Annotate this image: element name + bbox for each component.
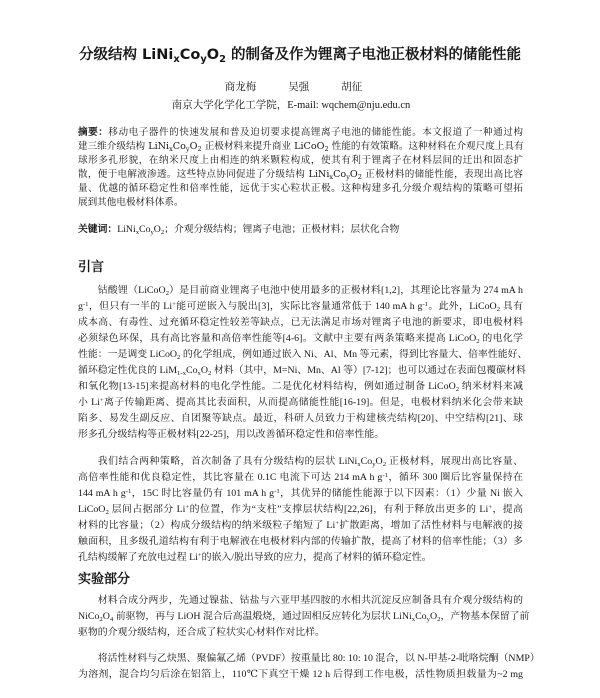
section-heading-experimental: 实验部分 [78,572,131,587]
text-run: 循环稳定性优良的 LiM [78,365,178,376]
text-run: Co [139,224,151,235]
text-run: 将活性材料与乙炔黑、聚偏氟乙烯（PVDF）按重量比 80: 10: 10 混合，以 N-甲基-2-吡咯烷酮（NMP） [97,653,540,664]
text-line [78,651,540,667]
superscript: + [488,503,492,511]
subscript: 2 [324,144,329,153]
abstract [78,126,523,210]
text-run: ，提高 [492,504,523,515]
text-line [78,299,523,315]
text-run: 具有 [500,301,523,312]
text-run: 的位置，作为“支柱”支撑层状结构[22,26]，有利于释放出更多的 Li [189,504,489,515]
superscript: + [197,551,202,559]
subscript: 2 [357,172,362,181]
affiliation: 南京大学化学化工学院，E-mail: wqchem@nju.edu.cn [171,100,411,111]
text-run: Co [415,611,427,622]
text-run: 小 Li [78,397,100,408]
text-line [78,379,523,395]
subscript: y [346,172,350,181]
text-run: 必须绿色环保，具有高比容量和高倍率性能等[4-6]。文献中主要有两条策略来提高 LiCoO [78,333,477,344]
text-run: ，循环 300 圈后比容量保持在 [387,472,523,483]
text-run: 。此外，LiCoO [428,301,497,312]
subscript: 2 [219,53,226,65]
text-run: 材料合成分两步，先通过镍盐、钴盐与六亚甲基四胺的水相共沉淀反应制备具有介观分级结构的 [97,595,523,606]
section-heading-introduction: 引言 [78,260,105,275]
text-line [78,283,523,299]
subscript: 2 [208,369,212,377]
subscript: 2 [177,353,181,361]
subscript: 4 [109,615,114,623]
subscript: y [185,144,190,153]
text-run: Co [186,365,198,376]
superscript: -1 [125,487,132,495]
subscript: x [357,460,361,468]
subscript: y [150,228,154,236]
text-run: 材料的比容量；（2）构成分级结构的纳米级粒子缩短了 Li [78,520,336,531]
text-run: 正极材料来提升商业 LiCoO [201,141,325,152]
subscript: 2 [496,305,501,313]
subscript: 2 [476,337,480,345]
subscript: 2 [437,615,441,623]
text-run: O [375,456,383,467]
text-run: 144 mA h g [78,488,126,499]
subscript: 1-x [177,369,186,377]
text-run: 正极材料，展现出高比容量、 [386,456,523,467]
text-line [78,182,523,196]
text-line [78,140,523,154]
text-run: NiCo [78,611,100,622]
superscript: -1 [382,471,388,479]
author-name: 吴强 [288,81,310,93]
text-run: 高倍率性能和优良稳定性，其比容量在 0.1C 电流下可达 214 mA h g [78,472,383,483]
text-run: 的电化学 [479,333,523,344]
text-run: 我们结合两种策略，首次制备了具有分级结构的层状 LiNi [97,456,358,467]
text-run: 形多孔分级结构等正极材料[22-25]，用以改善循环稳定性和倍率性能。 [78,429,385,440]
paragraph [78,454,523,566]
superscript: + [335,519,340,527]
text-run: Co [360,456,373,467]
text-run: O [189,141,198,152]
text-line [78,154,523,168]
text-line [78,534,523,550]
text-line [78,196,523,210]
subscript: 2 [382,460,387,468]
subscript: x [173,53,180,65]
text-run: 孔结构缓解了充放电过程 Li [78,552,198,563]
text-run: ，15C 时比容量仍有 101 mA h g [131,488,275,499]
text-run: 触面积，且多级孔道结构有利于电解液在电极材料内部的传输扩散，提高了材料的倍率性能；（3）多 [78,536,523,547]
text-line [78,609,530,625]
text-run: O [429,611,438,622]
subscript: x [411,615,416,623]
text-run: 陷多、易发生副反应、自团聚等缺点。最近，科研人员致力于构建核壳结构[20]、中空结构[21]、球 [78,413,523,424]
bold-label: 关键词： [78,224,118,235]
paragraph [78,283,528,443]
text-run: 驱物的介观分级结构，还合成了粒状实心材料作对比样。 [78,627,325,638]
text-run: 和氧化物[13-15]来提高材料的电化学性能。二是优化材料结构，例如通过制备 LiCoO [78,381,456,392]
text-run: ）是目前商业锂离子电池中使用最多的正极材料[1,2]，其理论比容量为 274 mA h [168,285,523,296]
text-run: 建三维介级结构 LiNi [78,141,170,152]
subscript: y [372,460,376,468]
text-line [78,395,523,411]
text-line [78,593,523,609]
text-run: O [200,365,209,376]
text-run: 正极材料的储能性能，表现出高比容 [361,169,523,180]
text-run: 成本高、有毒性、过充循环稳定性较差等缺点，已无法满足市场对锂离子电池的新要求，即电极材料 [78,317,523,328]
superscript: + [185,503,190,511]
text-line [78,126,523,140]
text-line [78,667,523,683]
text-line [78,331,523,347]
text-run: ，其优异的储能性能源于以下因素：（1）少量 Ni 嵌入 [279,488,523,499]
text-line [78,411,523,427]
paper-title [0,45,600,65]
text-line [78,625,523,641]
subscript: 2 [99,615,103,623]
superscript: + [172,300,176,308]
bold-label: 摘要： [78,127,109,138]
subscript: 2 [165,289,169,297]
subscript: x [329,172,334,181]
paragraph [78,593,530,641]
text-run: Co [172,141,186,152]
text-run: ，产物基本保留了前 [440,611,530,622]
text-run: LiNi [117,224,136,235]
text-run: 移动电子器件的快速发展和普及迫切要求提高锂离子电池的储能性能。本文报道了一种通过构 [108,127,524,138]
superscript: -1 [82,300,89,308]
text-run: O [349,169,358,180]
text-run: 扩散距离，增加了活性材料与电解液的接 [339,520,523,531]
text-line [78,315,523,331]
text-run: 分级结构 LiNi [79,47,174,63]
text-run: 球形多孔形貌，在纳米尺度上由相连的纳米颗粒构成，使其有利于锂离子在材料层间的迁出和固态扩 [78,155,523,166]
text-line [78,347,528,363]
subscript: 2 [197,144,202,153]
subscript: 2 [455,385,460,393]
text-run: ；介观分级结构；锂离子电池；正极材料；层状化合物 [164,224,400,235]
text-run: 能可逆嵌入与脱出[3]，实际比容量通常低于 140 mA h g [175,301,423,312]
subscript: y [200,53,207,65]
subscript: 2 [105,508,109,516]
text-line [78,470,523,486]
text-run: 的嵌入/脱出导致的应力，提高了材料的循环稳定性。 [201,552,432,563]
text-run: 前驱物，再与 LiOH 混合后高温煅烧，通过固相反应转化为层状 LiNi [113,611,412,622]
superscript: -1 [274,487,280,495]
subscript: x [197,369,201,377]
text-run: 散，便于电解液渗透。这些特点协同促进了分级结构 LiNi [78,169,330,180]
paragraph [78,651,540,683]
text-run: 钴酸锂（LiCoO [97,285,166,296]
author-list [0,80,587,94]
text-run: O [153,224,161,235]
subscript: y [426,615,430,623]
text-run: 层间占据部分 Li [108,504,186,515]
text-run: O [206,47,220,63]
superscript: -1 [422,300,428,308]
text-run: 性能的有效策略。这种材料在介观尺度上具有 [328,141,524,152]
subscript: x [135,228,140,236]
text-line [78,486,523,502]
text-line [78,168,523,182]
superscript: + [99,396,104,404]
text-run: 纳米材料来减 [459,381,523,392]
subscript: 2 [160,228,165,236]
subscript: x [169,144,173,153]
text-run: 展到其他电极材料体系。 [78,197,184,208]
text-run: g [78,301,83,312]
text-run: 的制备及作为锂离子电池正极材料的储能性能 [225,47,521,63]
text-run: 性能：一是调变 LiCoO [78,349,178,360]
text-run: Co [179,47,201,63]
author-name: 商龙梅 [224,81,257,93]
text-line [78,454,523,470]
author-name: 胡征 [341,81,363,93]
text-line [78,502,523,518]
text-line [78,518,523,534]
text-run: 离子传输距离、提高其比表面积，从而提高储能性能[16-19]。但是，电极材料纳米化会带来缺 [103,397,524,408]
text-run: ，但只有一半的 Li [88,301,173,312]
text-run: 材料（其中，M=Ni、Mn、Al 等）[7-12]；也可以通过在表面包覆碳材料 [211,365,526,376]
text-line [78,550,523,566]
text-run: 量、优越的循环稳定性和倍率性能，远优于实心粒状正极。这种构建多孔分级介观结构的策略可望拓 [78,183,523,194]
text-line [78,363,526,379]
text-line [78,427,523,443]
text-run: 的化学组成，例如通过嵌入 Ni、Al、Mn 等元素，得到比容量大、倍率性能好、 [180,349,528,360]
text-run: 为溶剂，混合均匀后涂在铝箔上，110℃下真空干燥 12 h 后得到工作电极，活性物质担载量为~2 mg [78,669,523,680]
keywords [78,223,523,237]
text-run: Co [333,169,347,180]
text-run: O [102,611,110,622]
text-run: LiCoO [78,504,106,515]
